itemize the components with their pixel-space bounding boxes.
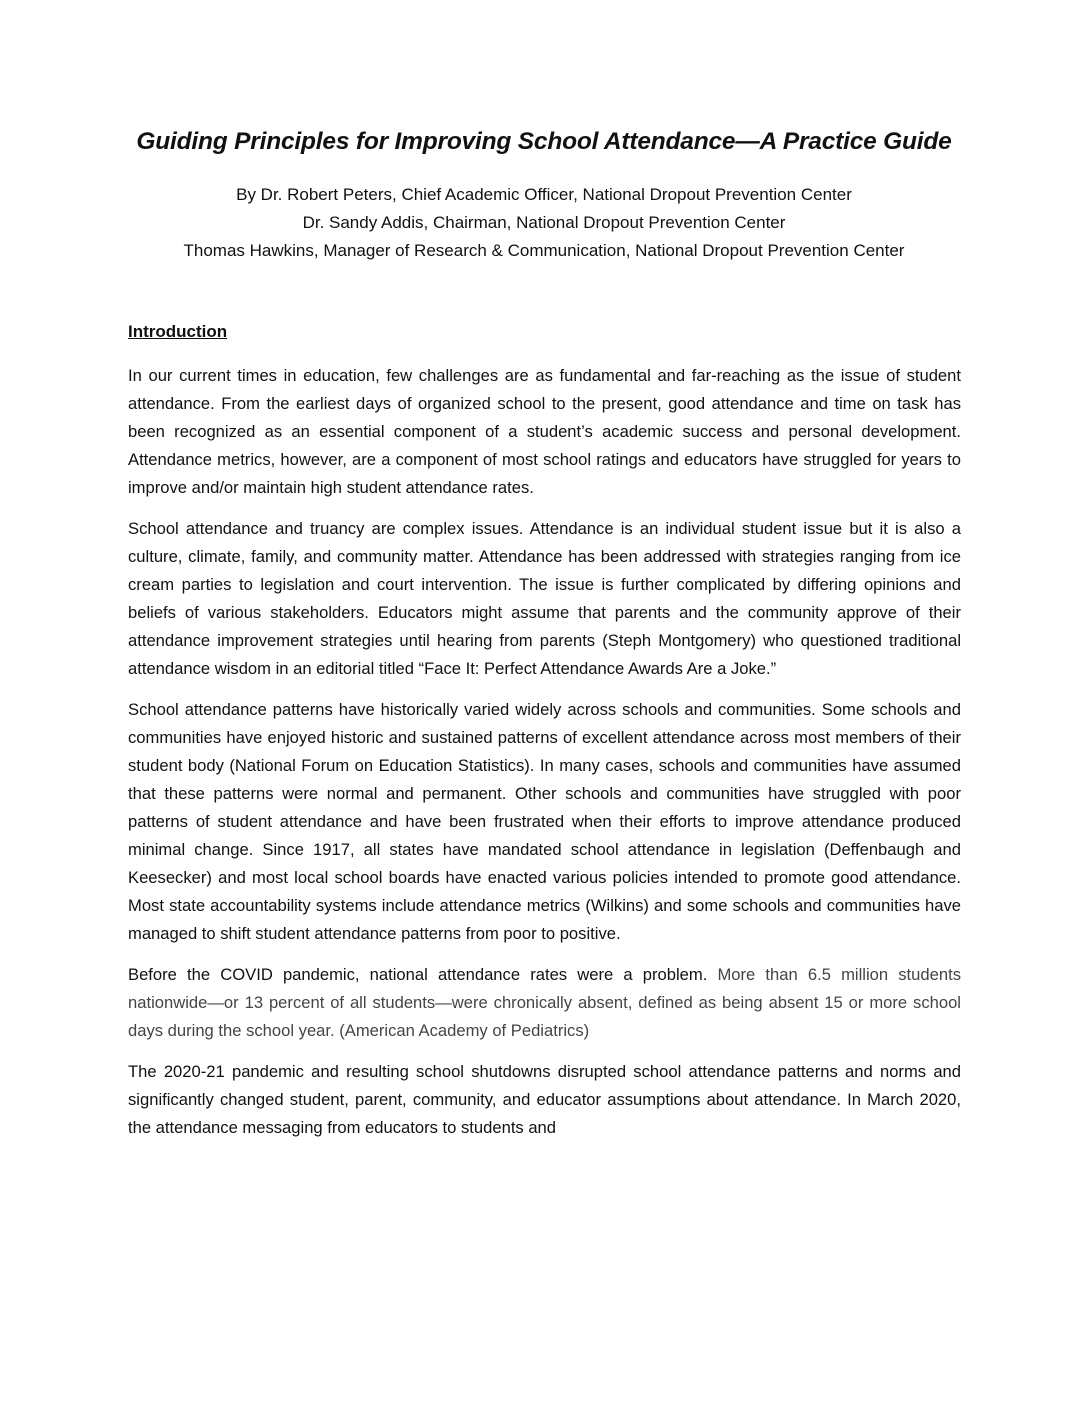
- paragraph: School attendance patterns have historically varied widely across schools and communities. Some schools and communities have enjoyed historic and sustained patterns of excellent attendance across most members of their student body (National Forum on Education Statistics). In many cases, schools and communities have assumed that these patterns were normal and permanent. Other schools and communities have struggled with poor patterns of student attendance and have been frustrated when their efforts to improve attendance produced minimal change. Since 1917, all states have mandated school attendance in legislation (Deffenbaugh and Keesecker) and most local school boards have enacted various policies intended to promote good attendance. Most state accountability systems include attendance metrics (Wilkins) and some schools and communities have managed to shift student attendance patterns from poor to positive.: [128, 700, 961, 943]
- section-heading: Introduction: [128, 322, 228, 341]
- paragraph-covid: [128, 961, 961, 1045]
- paragraph: In our current times in education, few challenges are as fundamental and far-reaching as the issue of student attendance. From the earliest days of organized school to the present, good attendance and time on task has been recognized as an essential component of a student’s academic success and personal development. Attendance metrics, however, are a component of most school ratings and educators have struggled for years to improve and/or maintain high student attendance rates.: [128, 366, 961, 497]
- author-line: By Dr. Robert Peters, Chief Academic Officer, National Dropout Prevention Center: [236, 185, 852, 204]
- document-title: Guiding Principles for Improving School Attendance—A Practice Guide: [136, 128, 952, 155]
- paragraph: The 2020-21 pandemic and resulting school shutdowns disrupted school attendance patterns and norms and significantly changed student, parent, community, and educator assumptions about attendance. In March 2020, the attendance messaging from educators to students and: [128, 1062, 961, 1137]
- author-line: Thomas Hawkins, Manager of Research & Communication, National Dropout Prevention Center: [183, 241, 905, 260]
- paragraph-quote: More than 6.5 million students nationwide—or 13 percent of all students—were chronically absent, defined as being absent 15 or more school days during the school year. (American Academy of Pediatrics): [128, 965, 961, 1040]
- paragraph-lead: Before the COVID pandemic, national attendance rates were a problem.: [128, 965, 718, 984]
- body-text: [128, 362, 961, 1155]
- paragraph: School attendance and truancy are complex issues. Attendance is an individual student issue but it is also a culture, climate, family, and community matter. Attendance has been addressed with strategies ranging from ice cream parties to legislation and court intervention. The issue is further complicated by differing opinions and beliefs of various stakeholders. Educators might assume that parents and the community approve of their attendance improvement strategies until hearing from parents (Steph Montgomery) who questioned traditional attendance wisdom in an editorial titled “Face It: Perfect Attendance Awards Are a Joke.”: [128, 519, 961, 678]
- author-block: [0, 181, 1088, 265]
- author-line: Dr. Sandy Addis, Chairman, National Dropout Prevention Center: [302, 213, 786, 232]
